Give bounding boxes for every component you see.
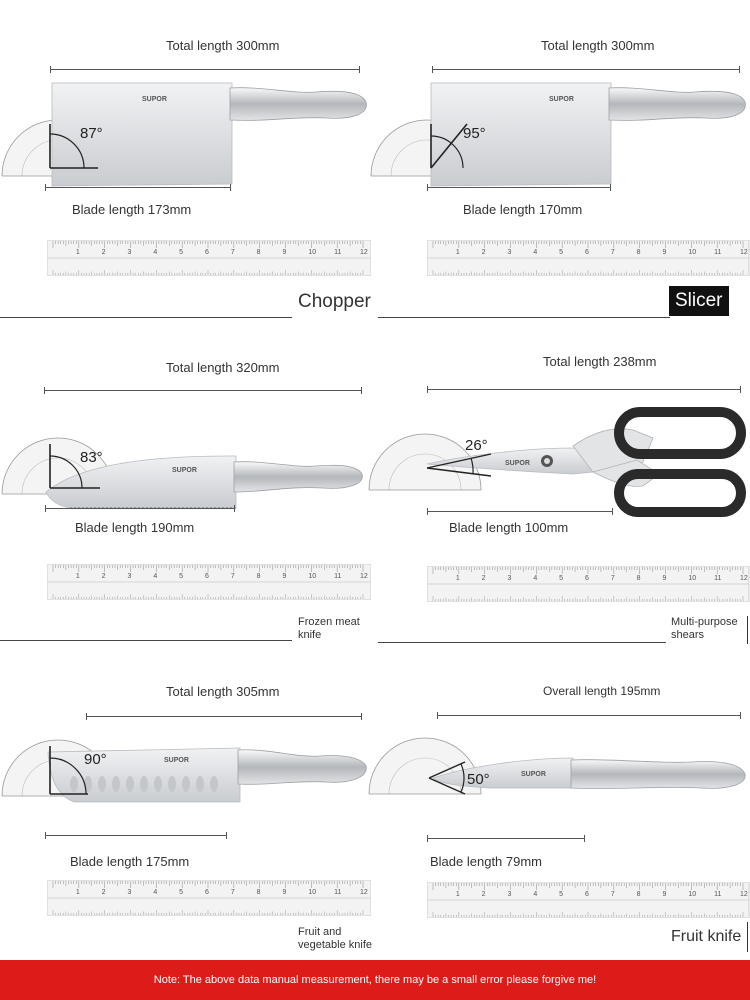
- panel-fruit-vegetable-knife: [0, 640, 375, 960]
- total-length-label: Total length 300mm: [541, 38, 655, 53]
- ruler-number: 7: [610, 249, 615, 256]
- ruler-number: 7: [610, 575, 615, 582]
- ruler-number: 1: [455, 891, 460, 898]
- separator-line: [0, 317, 292, 318]
- ruler-number: 1: [75, 249, 80, 256]
- svg-text:SUPOR: SUPOR: [521, 771, 546, 778]
- tool-name-label: Fruit knife: [671, 928, 742, 945]
- ruler-number: 7: [230, 573, 235, 580]
- ruler-number: 8: [256, 889, 261, 896]
- blade-length-label: Blade length 79mm: [430, 854, 543, 869]
- ruler-number: 4: [533, 891, 538, 898]
- ruler-number: 2: [481, 249, 486, 256]
- ruler: [427, 240, 750, 276]
- ruler-number: 10: [688, 891, 697, 898]
- separator-line: [378, 317, 670, 318]
- ruler-number: 4: [153, 573, 158, 580]
- angle-indicator: [30, 106, 120, 176]
- blade-length-label: Blade length 170mm: [463, 202, 583, 217]
- total-length-line: [86, 716, 362, 717]
- ruler-number: 9: [282, 573, 287, 580]
- svg-text:SUPOR: SUPOR: [505, 460, 530, 467]
- panel-fruit-knife: [375, 640, 750, 960]
- ruler-number: 7: [610, 891, 615, 898]
- ruler-number: 6: [205, 249, 209, 256]
- total-length-label: Total length 305mm: [166, 684, 280, 699]
- blade-length-label: Blade length 173mm: [72, 202, 192, 217]
- ruler-number: 12: [360, 249, 368, 256]
- total-length-label: Total length 320mm: [166, 360, 280, 375]
- ruler-number: 3: [127, 573, 132, 580]
- angle-indicator: [30, 426, 120, 496]
- ruler-number: 8: [636, 891, 641, 898]
- blade-length-line: [427, 187, 611, 188]
- ruler-number: 5: [179, 249, 184, 256]
- ruler: [427, 882, 750, 918]
- ruler-number: 3: [507, 891, 512, 898]
- ruler-number: 12: [360, 889, 368, 896]
- blade-length-label: Blade length 190mm: [75, 520, 195, 535]
- ruler-number: 11: [334, 249, 342, 256]
- blade-length-line: [45, 508, 235, 509]
- ruler: [427, 566, 750, 602]
- ruler-number: 7: [230, 249, 235, 256]
- panel-slicer: [375, 0, 750, 320]
- ruler-number: 9: [282, 889, 287, 896]
- ruler-number: 4: [153, 889, 158, 896]
- tool-name-label: Chopper: [298, 291, 371, 312]
- panel-chopper: [0, 0, 375, 320]
- ruler-number: 3: [127, 249, 132, 256]
- ruler-number: 5: [559, 891, 564, 898]
- ruler-number: 12: [360, 573, 368, 580]
- ruler-number: 11: [334, 573, 342, 580]
- blade-length-line: [427, 838, 585, 839]
- ruler-number: 8: [636, 575, 641, 582]
- ruler-number: 2: [101, 573, 106, 580]
- total-length-line: [44, 390, 362, 391]
- ruler-number: 9: [662, 575, 667, 582]
- ruler-number: 5: [179, 889, 184, 896]
- ruler-number: 5: [559, 249, 564, 256]
- ruler-number: 11: [714, 249, 722, 256]
- ruler-number: 5: [559, 575, 564, 582]
- tool-name-label: Slicer: [669, 286, 729, 316]
- ruler-number: 7: [230, 889, 235, 896]
- ruler-number: 1: [455, 249, 460, 256]
- total-length-label: Overall length 195mm: [543, 684, 661, 698]
- ruler-number: 11: [334, 889, 342, 896]
- ruler: [47, 564, 371, 600]
- ruler-number: 11: [714, 891, 722, 898]
- panel-multi-purpose-shears: [375, 320, 750, 640]
- angle-indicator: [421, 432, 521, 482]
- angle-indicator: [411, 106, 501, 176]
- ruler-number: 4: [153, 249, 158, 256]
- tool-name-label: Frozen meat knife: [298, 616, 360, 641]
- svg-text:SUPOR: SUPOR: [172, 467, 197, 474]
- ruler-number: 10: [308, 889, 317, 896]
- ruler-number: 11: [714, 575, 722, 582]
- label-divider: [747, 922, 748, 952]
- ruler-number: 9: [282, 249, 287, 256]
- ruler-number: 12: [740, 891, 748, 898]
- ruler-number: 10: [308, 573, 317, 580]
- ruler-number: 8: [256, 573, 261, 580]
- ruler-number: 12: [740, 575, 748, 582]
- ruler-number: 1: [455, 575, 460, 582]
- svg-text:95°: 95°: [463, 125, 486, 142]
- blade-length-line: [45, 835, 227, 836]
- total-length-line: [50, 69, 360, 70]
- svg-text:90°: 90°: [84, 751, 107, 768]
- ruler-number: 4: [533, 249, 538, 256]
- ruler-number: 1: [75, 573, 80, 580]
- ruler-number: 9: [662, 891, 667, 898]
- ruler-number: 2: [481, 891, 486, 898]
- ruler-number: 9: [662, 249, 667, 256]
- ruler-number: 1: [75, 889, 80, 896]
- svg-text:87°: 87°: [80, 125, 103, 142]
- tool-name-label: Multi-purpose shears: [671, 616, 738, 641]
- ruler-number: 8: [256, 249, 261, 256]
- ruler-number: 6: [585, 249, 589, 256]
- blade-length-label: Blade length 175mm: [70, 854, 190, 869]
- svg-text:SUPOR: SUPOR: [549, 96, 574, 103]
- ruler-number: 3: [507, 575, 512, 582]
- svg-text:26°: 26°: [465, 437, 488, 454]
- ruler-number: 2: [101, 889, 106, 896]
- ruler-number: 6: [205, 573, 209, 580]
- ruler-number: 3: [127, 889, 132, 896]
- footer-note: Note: The above data manual measurement, there may be a small error please forgive me!: [0, 960, 750, 1000]
- ruler: [47, 240, 371, 276]
- angle-indicator: [427, 752, 517, 812]
- ruler-number: 10: [308, 249, 317, 256]
- ruler-number: 6: [585, 575, 589, 582]
- svg-text:50°: 50°: [467, 771, 490, 788]
- ruler-number: 3: [507, 249, 512, 256]
- panel-frozen-meat-knife: [0, 320, 375, 640]
- ruler-number: 6: [205, 889, 209, 896]
- ruler-number: 2: [101, 249, 106, 256]
- ruler-number: 2: [481, 575, 486, 582]
- blade-length-line: [45, 187, 231, 188]
- ruler-number: 6: [585, 891, 589, 898]
- total-length-line: [427, 389, 741, 390]
- angle-indicator: [30, 732, 130, 812]
- ruler-number: 5: [179, 573, 184, 580]
- total-length-label: Total length 300mm: [166, 38, 280, 53]
- total-length-label: Total length 238mm: [543, 354, 657, 369]
- ruler-number: 10: [688, 249, 697, 256]
- tool-name-label: Fruit and vegetable knife: [298, 926, 372, 951]
- ruler-number: 10: [688, 575, 697, 582]
- ruler: [47, 880, 371, 916]
- total-length-line: [432, 69, 740, 70]
- svg-text:SUPOR: SUPOR: [164, 757, 189, 764]
- ruler-number: 4: [533, 575, 538, 582]
- blade-length-label: Blade length 100mm: [449, 520, 569, 535]
- ruler-number: 8: [636, 249, 641, 256]
- blade-length-line: [427, 511, 613, 512]
- svg-text:SUPOR: SUPOR: [142, 96, 167, 103]
- ruler-number: 12: [740, 249, 748, 256]
- svg-text:83°: 83°: [80, 449, 103, 466]
